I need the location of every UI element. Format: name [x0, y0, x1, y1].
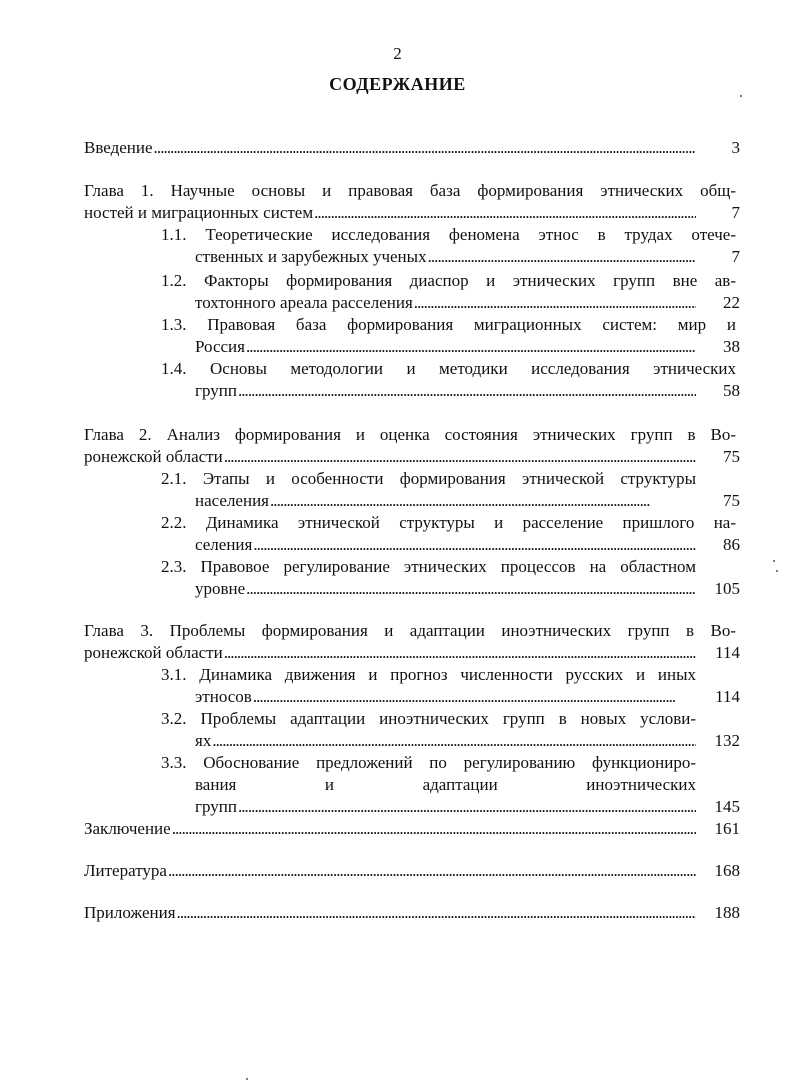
dot-leader [177, 902, 696, 924]
toc-entry-title: групп [195, 797, 237, 816]
dot-leader [246, 336, 696, 358]
chapter3-title-line1[interactable] [84, 620, 736, 642]
toc-entry-title: Литература [84, 861, 167, 880]
toc-entry-title: тохтонного ареала расселения [195, 293, 413, 312]
toc-page-appendices: 188 [714, 903, 740, 922]
toc-page-chapter2: 75 [723, 447, 740, 466]
toc-page-1-1: 7 [731, 247, 740, 266]
toc-entry-title: Глава 3. Проблемы формирования и адаптации иноэтнических групп в Во- [84, 621, 736, 640]
toc-entry-title: этносов [195, 687, 252, 706]
toc-entry-intro[interactable] [84, 137, 696, 159]
toc-page-chapter3: 114 [715, 643, 740, 662]
toc-entry-title: ронежской области [84, 643, 223, 662]
dot-leader [172, 818, 696, 840]
toc-entry-title: ях [195, 731, 212, 750]
toc-entry-title: Приложения [84, 903, 176, 922]
toc-entry-title: уровне [195, 579, 246, 598]
section-1-2-line2[interactable] [195, 292, 696, 314]
section-3-3-line3[interactable] [195, 796, 696, 818]
toc-entry-title: 3.1. Динамика движения и прогноз численности русских и иных [161, 665, 696, 684]
dot-leader [238, 380, 696, 402]
toc-entry-title: 1.1. Теоретические исследования феномена этнос в трудах отече- [161, 225, 736, 244]
toc-page-2-1: 75 [723, 491, 740, 510]
toc-entry-title: ронежской области [84, 447, 223, 466]
dot-leader [238, 796, 696, 818]
section-3-1-line1[interactable] [161, 664, 736, 686]
toc-entry-title: Введение [84, 138, 153, 157]
toc-page-1-4: 58 [723, 381, 740, 400]
section-1-1-line1[interactable] [161, 224, 736, 246]
toc-page-1-2: 22 [723, 293, 740, 312]
toc-entry-title: селения [195, 535, 253, 554]
page-title: СОДЕРЖАНИЕ [329, 74, 466, 94]
section-1-2-line1[interactable] [161, 270, 736, 292]
section-2-3-line2[interactable] [195, 578, 696, 600]
dot-leader [253, 534, 696, 556]
scan-speck [740, 95, 742, 97]
dot-leader [154, 137, 696, 159]
toc-entry-appendices[interactable] [84, 902, 696, 924]
toc-entry-title: 3.3. Обоснование предложений по регулированию функциониро- [161, 753, 696, 772]
toc-page-conclusion: 161 [714, 819, 740, 838]
dot-leader [428, 246, 696, 268]
toc-page-3-2: 132 [714, 731, 740, 750]
toc-page-3-1: 114 [715, 687, 740, 706]
dot-leader [314, 202, 696, 224]
toc-entry-title: Россия [195, 337, 245, 356]
section-1-4-line2[interactable] [195, 380, 696, 402]
section-1-4-line1[interactable] [161, 358, 736, 380]
dot-leader [212, 730, 696, 752]
toc-entry-title: Глава 2. Анализ формирования и оценка состояния этнических групп в Во- [84, 425, 736, 444]
toc-page-2-3: 105 [714, 579, 740, 598]
toc-entry-title: вания и адаптации иноэтнических [195, 775, 696, 794]
toc-page-chapter1: 7 [731, 203, 740, 222]
toc-page-literature: 168 [714, 861, 740, 880]
section-1-3-line2[interactable] [195, 336, 696, 358]
toc-entry-literature[interactable] [84, 860, 696, 882]
toc-entry-title: ственных и зарубежных ученых [195, 247, 427, 266]
page-number: 2 [393, 44, 402, 63]
toc-entry-title: 3.2. Проблемы адаптации иноэтнических групп в новых услови- [161, 709, 696, 728]
toc-page-2-2: 86 [723, 535, 740, 554]
dot-leader [224, 642, 696, 664]
toc-entry-title: 1.3. Правовая база формирования миграционных систем: мир и [161, 315, 736, 334]
toc-entry-title: 2.1. Этапы и особенности формирования этнической структуры [161, 469, 696, 488]
chapter1-title-line1[interactable] [84, 180, 736, 202]
section-3-1-line2[interactable] [195, 686, 675, 708]
section-2-3-line1[interactable] [161, 556, 736, 578]
section-2-1-line2[interactable] [195, 490, 650, 512]
dot-leader [253, 686, 675, 708]
chapter2-title-line2[interactable] [84, 446, 696, 468]
section-3-3-line1[interactable] [161, 752, 736, 774]
dot-leader [270, 490, 650, 512]
dot-leader [246, 578, 696, 600]
dot-leader [224, 446, 696, 468]
dot-leader [414, 292, 696, 314]
toc-entry-title: 2.3. Правовое регулирование этнических процессов на областном [161, 557, 696, 576]
toc-entry-title: 2.2. Динамика этнической структуры и расселение пришлого на- [161, 513, 736, 532]
section-1-3-line1[interactable] [161, 314, 736, 336]
toc-entry-title: ностей и миграционных систем [84, 203, 314, 222]
section-3-2-line2[interactable] [195, 730, 696, 752]
dot-leader [168, 860, 696, 882]
toc-entry-title: населения [195, 491, 269, 510]
toc-page-3-3: 145 [714, 797, 740, 816]
scan-speck [246, 1078, 248, 1080]
toc-entry-title: 1.2. Факторы формирования диаспор и этнических групп вне ав- [161, 271, 736, 290]
toc-page-intro: 3 [731, 138, 740, 157]
section-1-1-line2[interactable] [195, 246, 696, 268]
section-3-2-line1[interactable] [161, 708, 736, 730]
section-2-1-line1[interactable] [161, 468, 736, 490]
toc-entry-conclusion[interactable] [84, 818, 696, 840]
section-3-3-line2[interactable] [195, 774, 696, 796]
toc-page-1-3: 38 [723, 337, 740, 356]
scan-speck [776, 570, 778, 572]
chapter2-title-line1[interactable] [84, 424, 736, 446]
section-2-2-line2[interactable] [195, 534, 696, 556]
chapter3-title-line2[interactable] [84, 642, 696, 664]
toc-entry-title: Заключение [84, 819, 171, 838]
toc-entry-title: 1.4. Основы методологии и методики исследования этнических [161, 359, 736, 378]
chapter1-title-line2[interactable] [84, 202, 696, 224]
section-2-2-line1[interactable] [161, 512, 736, 534]
toc-entry-title: Глава 1. Научные основы и правовая база формирования этнических общ- [84, 181, 736, 200]
toc-entry-title: групп [195, 381, 237, 400]
scan-speck [773, 560, 775, 562]
